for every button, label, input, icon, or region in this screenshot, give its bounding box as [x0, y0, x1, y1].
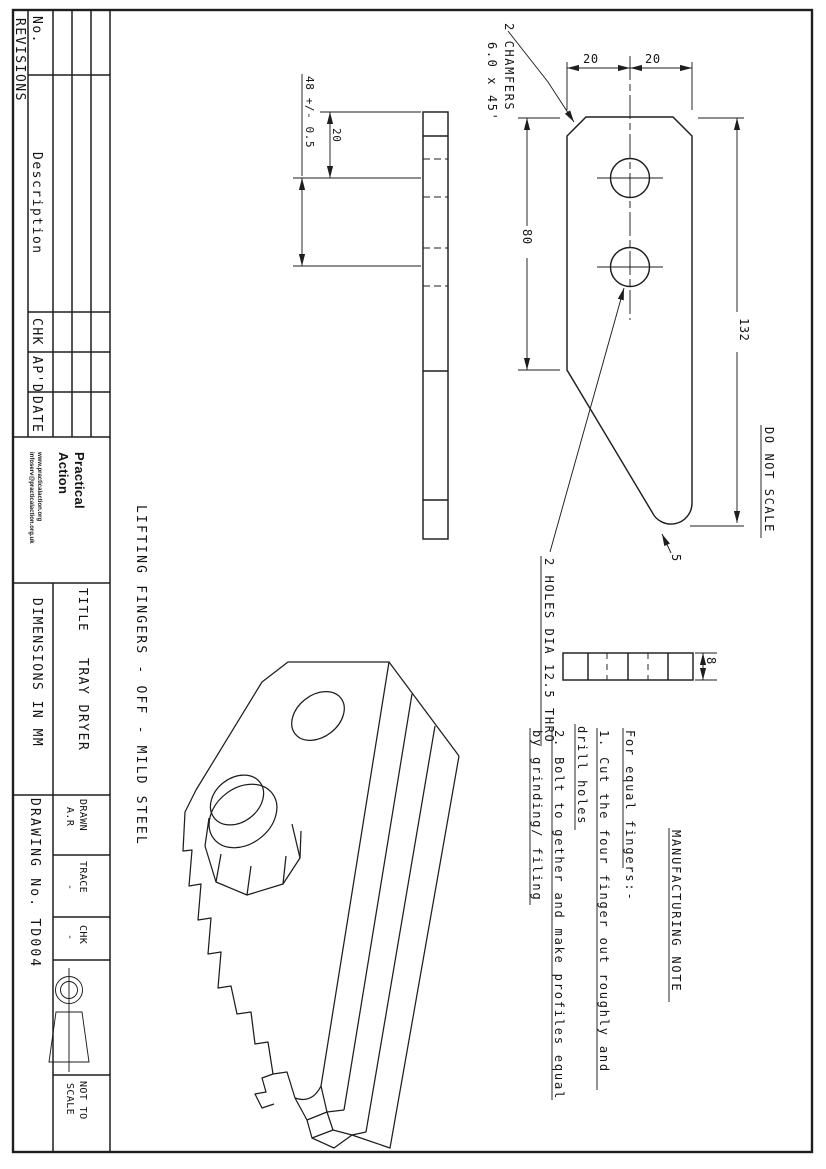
scale-note-line2: SCALE: [64, 1083, 75, 1116]
org-name-line1: Practical: [72, 452, 87, 509]
drawn-label: DRAWN: [77, 799, 88, 832]
dimensions-note: DIMENSIONS IN MM: [29, 598, 44, 748]
dim-20-right: 20: [645, 52, 661, 66]
note-step2a: 2. Bolt to gether and make profiles equal: [552, 730, 566, 1101]
chk-label: CHK: [77, 925, 88, 945]
organisation-box: [13, 451, 110, 583]
isometric-view: [183, 662, 459, 1148]
revisions-col-no: No.: [29, 16, 44, 44]
dim-132: 132: [737, 318, 751, 342]
trace-label: TRACE: [77, 861, 88, 894]
dim-length-132: [690, 118, 751, 526]
org-name-line2: Action: [56, 452, 71, 495]
signoff-cells: [27, 795, 110, 1152]
revisions-table: [12, 10, 110, 437]
note-step1b: drill holes: [575, 726, 589, 826]
iso-hole: [282, 682, 354, 751]
scale-note-line1: NOT TO: [77, 1081, 88, 1120]
chamfer-note-line1: 2 CHAMFERS: [502, 23, 516, 112]
chamfer-note: [485, 23, 574, 122]
front-view: [567, 56, 692, 524]
org-email: infoserv@practicalaction.org.uk: [28, 452, 34, 544]
dim-80: 80: [520, 229, 534, 245]
do-not-scale-note: [761, 425, 776, 538]
title-section: [13, 583, 110, 795]
dim-5: 5: [669, 554, 683, 562]
title-label: TITLE: [76, 588, 90, 633]
dim-straight-80: [518, 118, 560, 370]
iso-bolt: [197, 765, 301, 895]
dim-width-20-20: [567, 52, 692, 110]
revisions-title: REVISIONS: [12, 18, 27, 102]
dim-20-edge: 20: [330, 128, 343, 143]
dim-20-left: 20: [583, 52, 599, 66]
revisions-col-date: DATE: [29, 396, 44, 434]
dim-tip-radius: [662, 534, 683, 562]
end-view: [563, 653, 693, 680]
trace-value: -: [64, 884, 75, 891]
chk-value: -: [64, 934, 75, 941]
drawing-number: DRAWING No. TD004: [27, 798, 42, 969]
note-intro: For equal fingers:-: [623, 730, 637, 902]
projection-symbol-icon: [49, 968, 89, 1072]
note-heading: MANUFACTURING NOTE: [669, 830, 683, 993]
revisions-col-apd: AP'D: [29, 356, 44, 394]
dim-thickness-8: [695, 653, 718, 680]
revisions-col-chk: CHK: [29, 318, 44, 346]
drawing-title: LIFTING FINGERS - OFF - MILD STEEL: [133, 505, 148, 846]
org-website: www.practicalaction.org: [36, 452, 42, 522]
holes-note-text: 2 HOLES DIA 12.5 THRO: [542, 558, 556, 744]
do-not-scale-text: DO NOT SCALE: [762, 427, 776, 533]
note-step2b: by grinding/ filing: [530, 730, 544, 902]
chamfer-note-line2: 6.0 x 45': [485, 42, 499, 122]
revisions-col-description: Description: [29, 152, 44, 255]
title-value: TRAY DRYER: [75, 658, 90, 752]
manufacturing-note: [530, 724, 683, 1100]
side-view: [423, 112, 448, 539]
dim-8: 8: [704, 657, 718, 665]
drawn-value: A.R: [64, 807, 75, 827]
note-step1a: 1. Cut the four finger out roughly and: [597, 730, 611, 1073]
dim-hole-spacing-48: [302, 74, 316, 266]
dim-48: 48 +/- 0.5: [303, 76, 316, 149]
holes-note: [541, 288, 624, 746]
